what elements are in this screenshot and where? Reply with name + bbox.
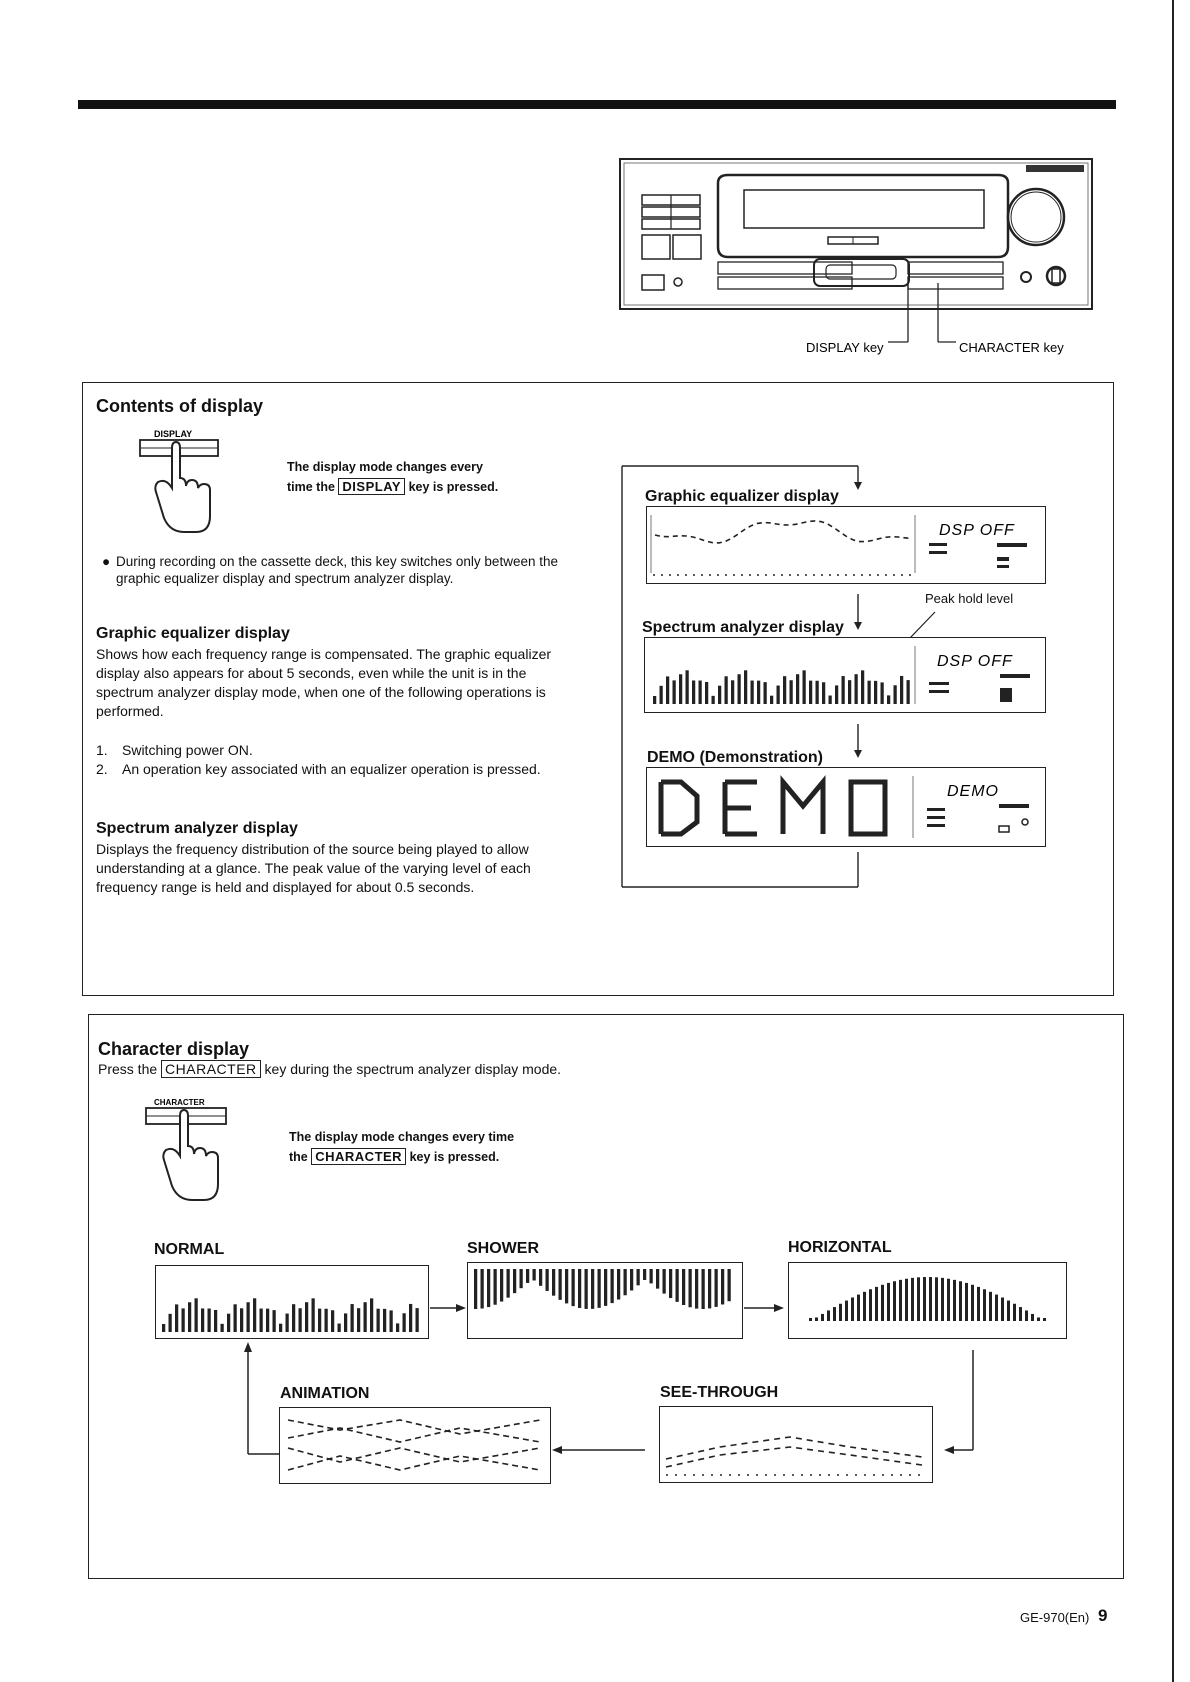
spec-bars-bar xyxy=(835,685,838,704)
horizontal-bars-bar xyxy=(1013,1304,1016,1321)
display-button-cap: DISPLAY xyxy=(154,429,193,439)
geq-readout: DSP OFF xyxy=(939,522,1015,539)
spec-bars-bar xyxy=(718,686,721,704)
demo-display-panel xyxy=(646,767,1046,847)
geq-steps xyxy=(96,741,576,779)
step-1: 1. Switching power ON. xyxy=(96,742,253,758)
horizontal-bars-bar xyxy=(1043,1318,1046,1321)
spec-bars-bar xyxy=(868,681,871,704)
spec-bars-bar xyxy=(803,670,806,704)
character-key-box: CHARACTER xyxy=(311,1148,406,1165)
shower-bars-bar xyxy=(546,1269,549,1291)
geq-display-graphic xyxy=(647,507,1045,583)
mode-animation-label: ANIMATION xyxy=(280,1385,370,1402)
display-note-line1: The display mode changes every xyxy=(287,460,483,474)
spec-bars-bar xyxy=(881,682,884,704)
spec-bars-bar xyxy=(712,696,715,704)
shower-bars-bar xyxy=(656,1269,659,1289)
spec-bars-bar xyxy=(829,696,832,704)
spec-bars-bar xyxy=(900,676,903,704)
normal-bars-bar xyxy=(221,1324,224,1332)
intro-post: key during the spectrum analyzer display mode. xyxy=(264,1061,562,1077)
normal-bars-bar xyxy=(227,1314,230,1332)
shower-bars-bar xyxy=(526,1269,529,1283)
display-key-box: DISPLAY xyxy=(338,478,405,495)
character-title: Character display xyxy=(98,1039,250,1059)
normal-bars-bar xyxy=(195,1298,198,1332)
recording-bullet xyxy=(102,553,576,587)
geq-text: Shows how each frequency range is compensated. The graphic equalizer display also appears for about 5 seconds, even while the unit is in the spectrum analyzer display mode, when one of the following operations is performed. xyxy=(96,646,552,719)
spec-bars-bar xyxy=(738,674,741,704)
spectrum-display-panel xyxy=(644,637,1046,713)
character-key-callout: CHARACTER key xyxy=(959,340,1064,355)
spec-bars-bar xyxy=(887,695,890,704)
spec-bars-bar xyxy=(673,680,676,704)
demo-display-graphic xyxy=(647,768,1045,846)
char-note-post: key is pressed. xyxy=(409,1150,500,1164)
mode-normal-label: NORMAL xyxy=(154,1241,225,1258)
spec-bars-bar xyxy=(861,670,864,704)
mode-horizontal-label: HORIZONTAL xyxy=(788,1239,892,1256)
spec-bars-bar xyxy=(666,676,669,704)
normal-bars-bar xyxy=(169,1314,172,1332)
spec-bars-bar xyxy=(783,676,786,704)
spec-bars-bar xyxy=(777,686,780,704)
spec-bars-bar xyxy=(848,680,851,704)
spec-bars-bar xyxy=(692,680,695,704)
character-note xyxy=(289,1128,609,1167)
shower-bars-bar xyxy=(520,1269,523,1288)
spec-bars-bar xyxy=(874,681,877,704)
footer-code: GE-970(En) xyxy=(1020,1610,1090,1625)
spec-bars-bar xyxy=(842,676,845,704)
normal-bars-bar xyxy=(162,1324,165,1332)
spec-bars-bar xyxy=(822,682,825,704)
spec-bars-bar xyxy=(816,681,819,704)
mode-see-through-label: SEE-THROUGH xyxy=(660,1384,779,1401)
spec-bars-bar xyxy=(855,674,858,704)
spec-bars-bar xyxy=(679,674,682,704)
normal-bars-bar xyxy=(188,1302,191,1332)
char-note-pre: the xyxy=(289,1150,308,1164)
note-pre: time the xyxy=(287,480,335,494)
shower-bars-bar xyxy=(637,1269,640,1285)
spec-bars-bar xyxy=(751,681,754,704)
shower-bars-bar xyxy=(533,1269,536,1280)
normal-bars-bar xyxy=(208,1309,211,1332)
spec-bars-bar xyxy=(686,670,689,704)
display-note-line2 xyxy=(287,477,577,497)
normal-bars-bar xyxy=(234,1304,237,1332)
spec-bars-bar xyxy=(764,682,767,704)
normal-bars-bar xyxy=(201,1308,204,1332)
character-note-line1: The display mode changes every time xyxy=(289,1130,515,1144)
note-post: key is pressed. xyxy=(408,480,499,494)
step-1-text: Switching power ON. xyxy=(122,742,253,758)
spectrum-display-graphic xyxy=(645,638,1045,712)
shower-bars-bar xyxy=(539,1269,542,1286)
page-edge-line xyxy=(1172,0,1174,1682)
spec-bars-bar xyxy=(744,670,747,704)
character-button-cap: CHARACTER xyxy=(154,1098,205,1107)
mode-shower-label: SHOWER xyxy=(467,1240,539,1257)
shower-bars-bar xyxy=(630,1269,633,1290)
display-note xyxy=(287,458,577,497)
page-number: 9 xyxy=(1098,1606,1108,1625)
spec-bars-bar xyxy=(894,685,897,704)
spec-bars-bar xyxy=(907,680,910,704)
spec-bars-bar xyxy=(725,676,728,704)
character-intro xyxy=(98,1060,798,1079)
geq-heading: Graphic equalizer display xyxy=(96,625,290,642)
spec-bars-bar xyxy=(770,696,773,704)
bullet-text: During recording on the cassette deck, this key switches only between the graphic equalizer display and spectrum analyzer display. xyxy=(116,554,558,586)
normal-bars-bar xyxy=(214,1310,217,1332)
peak-hold-label: Peak hold level xyxy=(925,591,1014,606)
spec-bars-bar xyxy=(809,681,812,704)
shower-bars-bar xyxy=(650,1269,653,1283)
shower-bars-bar xyxy=(643,1269,646,1280)
horizontal-bars-bar xyxy=(1007,1301,1010,1321)
spectrum-text: Displays the frequency distribution of the source being played to allow understanding at a glance. The peak value of the varying level of each frequency range is held and displayed for about 0.5 seconds. xyxy=(96,841,531,895)
contents-title: Contents of display xyxy=(96,396,264,416)
spec-bars-bar xyxy=(705,682,708,704)
demo-readout: DEMO xyxy=(947,783,999,800)
horizontal-bars-bar xyxy=(1001,1297,1004,1321)
intro-key-box: CHARACTER xyxy=(161,1060,261,1078)
character-note-line2 xyxy=(289,1147,609,1167)
character-button-press-icon xyxy=(140,1096,240,1208)
horizontal-bars-bar xyxy=(1037,1317,1040,1321)
horizontal-bars-bar xyxy=(1025,1310,1028,1321)
flow-spectrum-label: Spectrum analyzer display xyxy=(642,619,844,636)
spectrum-readout: DSP OFF xyxy=(937,653,1013,670)
display-key-callout: DISPLAY key xyxy=(806,340,884,355)
flow-geq-label: Graphic equalizer display xyxy=(645,488,839,505)
spec-bars-bar xyxy=(699,681,702,704)
spec-bars-bar xyxy=(796,674,799,704)
spec-bars-bar xyxy=(757,681,760,704)
flow-demo-label: DEMO (Demonstration) xyxy=(647,749,823,766)
geq-display-panel xyxy=(646,506,1046,584)
spectrum-heading: Spectrum analyzer display xyxy=(96,820,298,837)
spec-bars-bar xyxy=(790,680,793,704)
front-panel-illustration xyxy=(618,155,1098,355)
spec-bars-bar xyxy=(731,680,734,704)
display-button-press-icon xyxy=(132,428,232,540)
spec-bars-bar xyxy=(653,696,656,704)
bullet-dot: ● xyxy=(102,554,111,569)
intro-pre: Press the xyxy=(98,1061,158,1077)
mode-cycle-arrows xyxy=(240,1290,1000,1490)
step-2: 2. An operation key associated with an equalizer operation is pressed. xyxy=(96,761,541,777)
horizontal-bars-bar xyxy=(1019,1307,1022,1321)
normal-bars-bar xyxy=(182,1308,185,1332)
normal-bars-bar xyxy=(175,1304,178,1332)
spec-bars-bar xyxy=(660,686,663,704)
header-rule xyxy=(78,100,1116,109)
step-2-text: An operation key associated with an equalizer operation is pressed. xyxy=(122,761,541,777)
horizontal-bars-bar xyxy=(1031,1314,1034,1321)
